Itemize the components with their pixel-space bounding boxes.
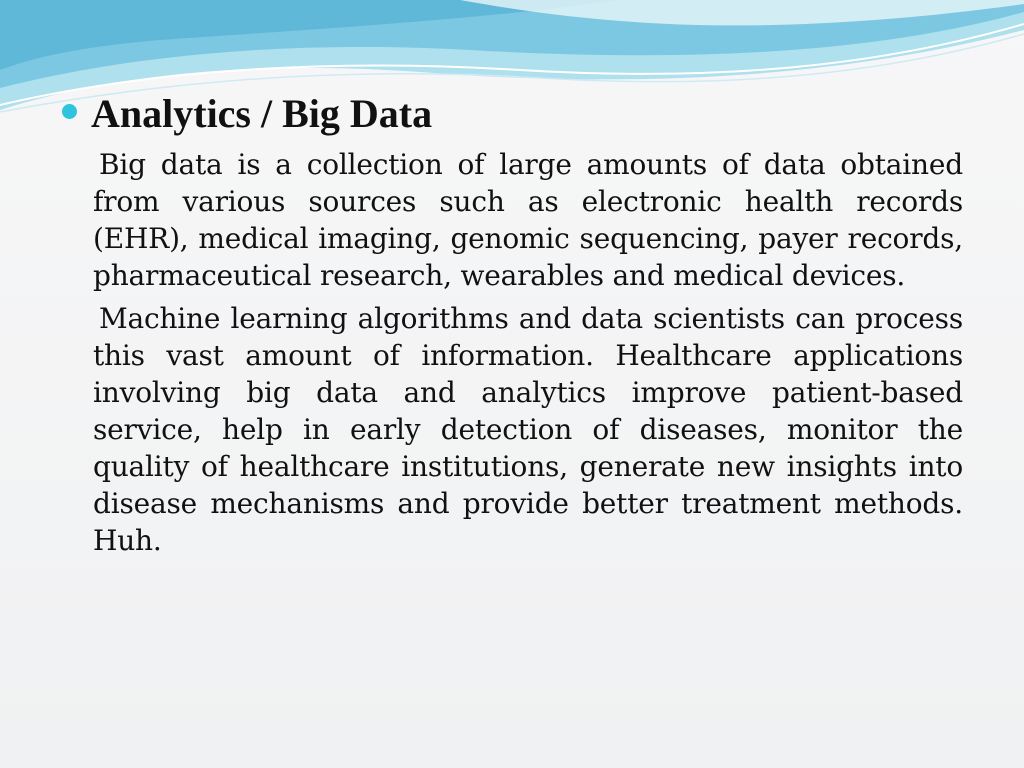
slide-body	[93, 146, 963, 565]
slide-heading: Analytics / Big Data	[91, 91, 433, 136]
heading-row	[62, 88, 432, 140]
bullet-icon	[62, 104, 77, 119]
body-paragraph: Machine learning algorithms and data scientists can process this vast amount of information. Healthcare applications involving big data and analytics improve patient-based service, help in early detection of diseases, monitor the quality of healthcare institutions, generate new insights into disease mechanisms and provide better treatment methods. Huh.	[93, 302, 963, 557]
body-paragraph: Big data is a collection of large amounts of data obtained from various sources such as electronic health records (EHR), medical imaging, genomic sequencing, payer records, pharmaceutical research, wearables and medical devices.	[93, 148, 963, 292]
